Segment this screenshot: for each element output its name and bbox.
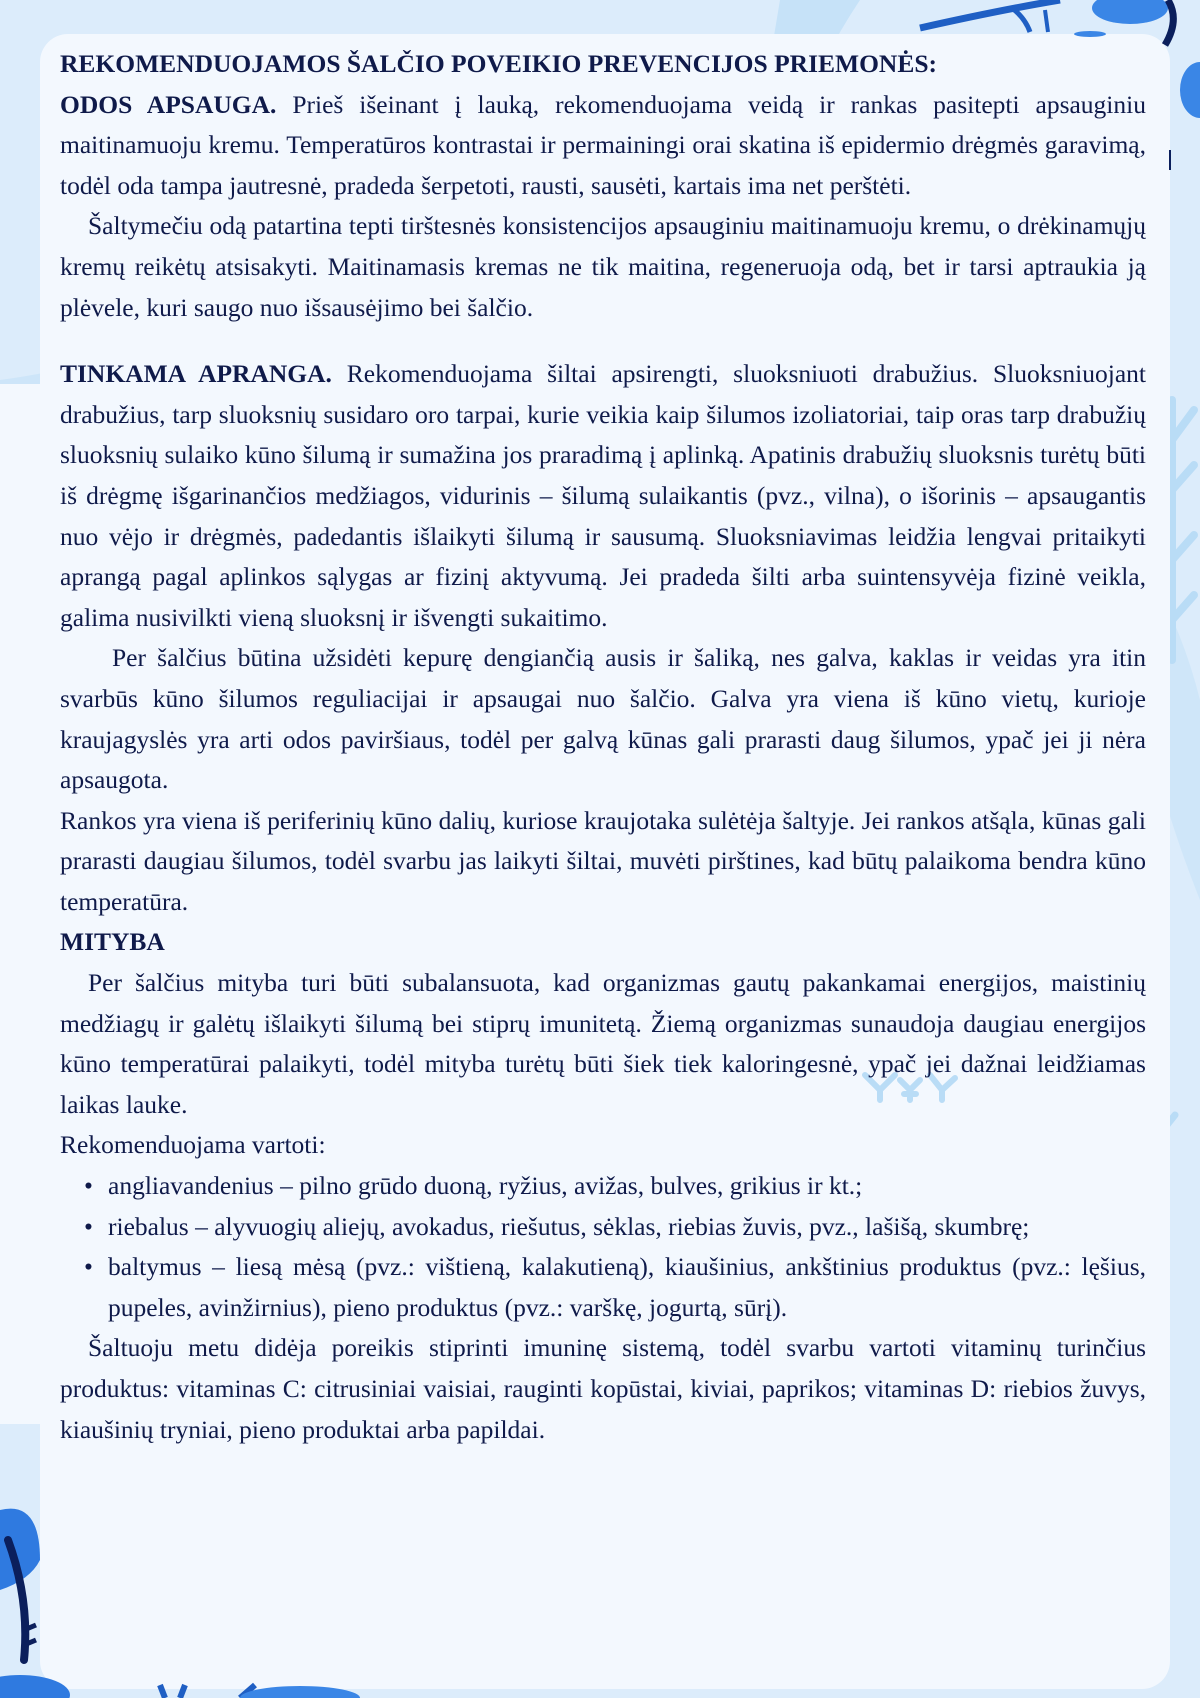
bullet-icon: •	[84, 1171, 93, 1201]
list-item-text: angliavandenius – pilno grūdo duoną, ryžius, avižas, bulves, grikius ir kt.;	[108, 1171, 863, 1201]
clothing-paragraph-3: Rankos yra viena iš periferinių kūno dalių, kuriose kraujotaka sulėtėja šaltyje. Jei rankos atšąla, kūnas gali prarasti daugiau šilumos, todėl svarbu jas laikyti šiltai, muvėti pirštines, kad būtų palaikoma bendra kūno temperatūra.	[60, 805, 1146, 916]
section-gap	[60, 328, 1146, 354]
skin-paragraph-1	[60, 85, 1146, 207]
clothing-paragraph-1	[60, 354, 1146, 638]
nutrition-list-intro: Rekomenduojama vartoti:	[60, 1130, 326, 1160]
nutrition-paragraph-1: Per šalčius mityba turi būti subalansuota, kad organizmas gautų pakankamai energijos, maistinių medžiagų ir galėtų išlaikyti šilumą bei stiprų imunitetą. Žiemą organizmas sunaudoja daugiau energijos kūno temperatūrai palaikyti, todėl mityba turėtų būti šiek tiek kaloringesnė, ypač jei dažnai leidžiamas laikas lauke.	[60, 968, 1146, 1119]
nutrition-list	[60, 1166, 1146, 1328]
content-panel-extension	[0, 384, 60, 1424]
section-heading-clothing: TINKAMA APRANGA.	[60, 359, 332, 389]
clothing-text-1: Rekomenduojama šiltai apsirengti, sluoksniuoti drabužius. Sluoksniuojant drabužius, tarp sluoksnių susidaro oro tarpai, kurie veikia kaip šilumos izoliatoriai, taip oras tarp drabužių sluoksnių sulaiko kūno šilumą ir sumažina jos praradimą į aplinką. Apatinis drabužių sluoksnis turėtų būti iš drėgmę išgarinančios medžiagos, vidurinis – šilumą sulaikantis (pvz., vilna), o išorinis – apsaugantis nuo vėjo ir drėgmės, padedantis išlaikyti šilumą ir sausumą. Sluoksniavimas leidžia lengvai pritaikyti aprangą pagal aplinkos sąlygas ar fizinį aktyvumą. Jei pradeda šilti arba suintensyvėja fizinė veikla, galima nusivilkti vieną sluoksnį ir išvengti sukaitimo.	[60, 359, 1146, 632]
page-title: REKOMENDUOJAMOS ŠALČIO POVEIKIO PREVENCIJOS PRIEMONĖS:	[60, 49, 937, 78]
list-item	[84, 1166, 1146, 1207]
nutrition-paragraph-2: Šaltuoju metu didėja poreikis stiprinti imuninę sistemą, todėl svarbu vartoti vitaminų turinčius produktus: vitaminas C: citrusiniai vaisiai, rauginti kopūstai, kiviai, paprikos; vitaminas D: riebios žuvys, kiaušinių tryniai, pieno produktai arba papildai.	[60, 1333, 1146, 1444]
clothing-paragraph-2: Per šalčius būtina užsidėti kepurę dengiančią ausis ir šaliką, nes galva, kaklas ir veidas yra itin svarbūs kūno šilumos reguliacijai ir apsaugai nuo šalčio. Galva yra viena iš kūno vietų, kurioje kraujagyslės yra arti odos paviršiaus, todėl per galvą kūnas gali prarasti daug šilumos, ypač jei ji nėra apsaugota.	[60, 643, 1146, 795]
skin-text-1: Prieš išeinant į lauką, rekomenduojama veidą ir rankas pasitepti apsauginiu maitinamuoju kremu. Temperatūros kontrastai ir permainingi orai skatina iš epidermio drėgmės garavimą, todėl oda tampa jautresnė, pradeda šerpetoti, rausti, sausėti, kartais ima net perštėti.	[60, 89, 1146, 200]
list-item-text: riebalus – alyvuogių aliejų, avokadus, riešutus, sėklas, riebias žuvis, pvz., lašišą, skumbrę;	[108, 1211, 1030, 1241]
bullet-icon: •	[84, 1211, 93, 1241]
list-item	[84, 1207, 1146, 1248]
section-heading-nutrition: MITYBA	[60, 927, 165, 957]
list-item	[84, 1247, 1146, 1328]
skin-paragraph-2: Šaltymečiu odą patartina tepti tirštesnės konsistencijos apsauginiu maitinamuoju kremu, o drėkinamųjų kremų reikėtų atsisakyti. Maitinamasis kremas ne tik maitina, regeneruoja odą, bet ir tarsi aptraukia ją plėvele, kuri saugo nuo išsausėjimo bei šalčio.	[60, 211, 1146, 322]
section-heading-skin: ODOS APSAUGA.	[60, 89, 277, 119]
list-item-text: baltymus – liesą mėsą (pvz.: vištieną, kalakutieną), kiaušinius, ankštinius produktus (pvz.: lęšius, pupeles, avinžirnius), pieno produktus (pvz.: varškę, jogurtą, sūrį).	[108, 1252, 1146, 1322]
document-body	[60, 44, 1146, 1450]
bullet-icon: •	[84, 1252, 93, 1282]
